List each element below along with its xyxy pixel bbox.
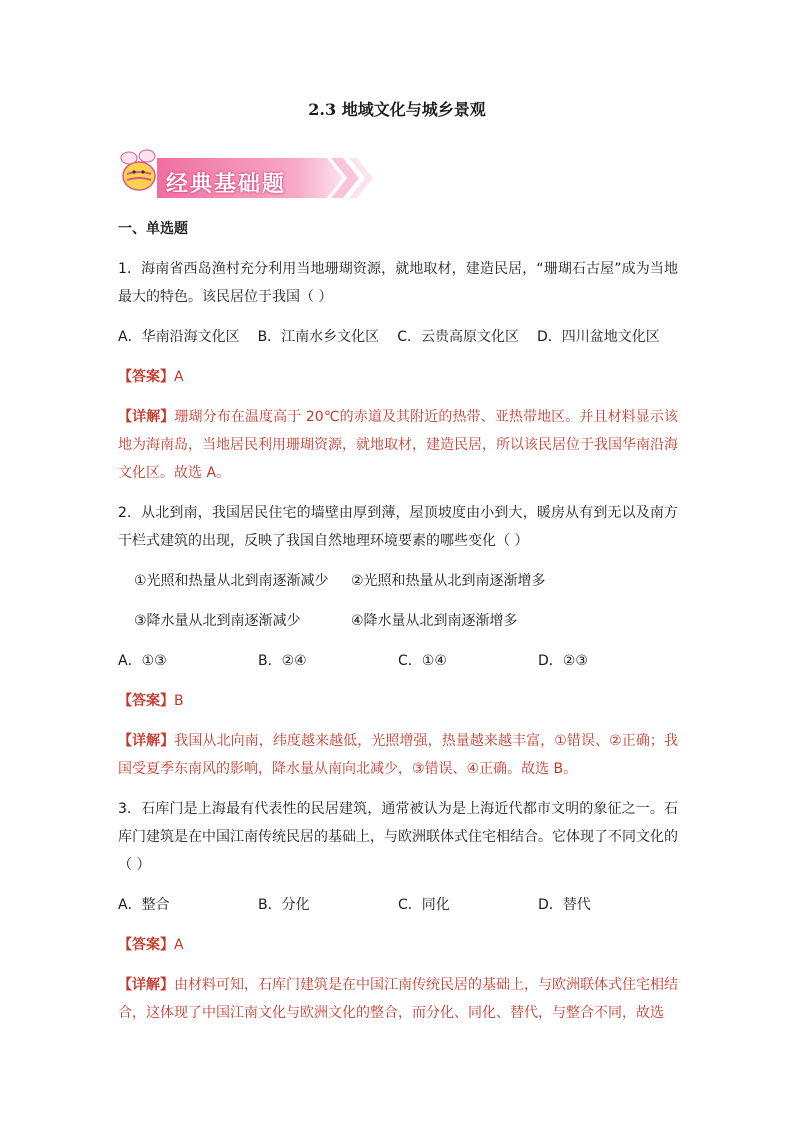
answer-tag: 【答案】 <box>118 937 174 953</box>
page-title: 2.3 地域文化与城乡景观 <box>308 100 486 119</box>
statement-1: ①光照和热量从北到南逐渐减少 <box>134 573 329 589</box>
explanation-text: 我国从北向南，纬度越来越低，光照增强，热量越来越丰富，①错误、②正确；我国受夏季东南风的影响，降水量从南向北减少，③错误、④正确。故选 B。 <box>118 733 678 777</box>
option-c: C．①④ <box>398 653 447 669</box>
option-c: C．云贵高原文化区 <box>397 329 519 345</box>
question-2-answer <box>118 687 678 715</box>
option-d: D．替代 <box>538 897 591 913</box>
question-list <box>118 218 678 1039</box>
section-heading: 一、单选题 <box>118 221 188 237</box>
banner-label: 经典基础题 <box>166 172 287 197</box>
explanation-tag: 【详解】 <box>118 409 175 425</box>
question-2-options <box>118 647 678 675</box>
option-a: A．华南沿海文化区 <box>118 329 240 345</box>
explanation-tag: 【详解】 <box>118 977 174 993</box>
question-1-stem: 1．海南省西岛渔村充分利用当地珊瑚资源，就地取材，建造民居，“珊瑚石古屋”成为当地最大的特色。该民居位于我国（ ） <box>118 261 678 305</box>
answer-value: A <box>174 369 184 385</box>
option-d: D．四川盆地文化区 <box>536 329 660 345</box>
question-2-statements-row-1 <box>118 567 678 595</box>
option-a: A．整合 <box>118 897 170 913</box>
question-3-stem: 3．石库门是上海最有代表性的民居建筑，通常被认为是上海近代都市文明的象征之一。石库门建筑是在中国江南传统民居的基础上，与欧洲联体式住宅相结合。它体现了不同文化的（ ） <box>118 801 678 873</box>
explanation-text: 由材料可知，石库门建筑是在中国江南传统民居的基础上，与欧洲联体式住宅相结合，这体现了中国江南文化与欧洲文化的整合，而分化、同化、替代，与整合不同，故选 <box>118 977 678 1021</box>
option-b: B．江南水乡文化区 <box>257 329 380 345</box>
option-a: A．①③ <box>118 653 167 669</box>
option-b: B．分化 <box>258 897 310 913</box>
statement-2: ②光照和热量从北到南逐渐增多 <box>351 573 546 589</box>
bee-mascot-icon <box>121 150 155 190</box>
option-c: C．同化 <box>398 897 450 913</box>
option-b: B．②④ <box>258 653 307 669</box>
question-3-options <box>118 891 678 919</box>
question-2-statements-row-2 <box>118 607 678 635</box>
question-3-explanation <box>118 971 678 1027</box>
answer-value: B <box>174 693 184 709</box>
explanation-tag: 【详解】 <box>118 733 175 749</box>
option-d: D．②③ <box>538 653 588 669</box>
question-1-options <box>118 323 678 351</box>
answer-value: A <box>174 937 184 953</box>
statement-3: ③降水量从北到南逐渐减少 <box>134 613 301 629</box>
question-1-explanation <box>118 403 678 487</box>
question-1-answer <box>118 363 678 391</box>
question-2-stem: 2．从北到南，我国居民住宅的墙壁由厚到薄，屋顶坡度由小到大，暖房从有到无以及南方干栏式建筑的出现，反映了我国自然地理环境要素的哪些变化（ ） <box>118 505 678 549</box>
question-2-explanation <box>118 727 678 783</box>
answer-tag: 【答案】 <box>118 693 174 709</box>
statement-4: ④降水量从北到南逐渐增多 <box>351 613 518 629</box>
answer-tag: 【答案】 <box>118 369 174 385</box>
explanation-text: 珊瑚分布在温度高于 20℃的赤道及其附近的热带、亚热带地区。并且材料显示该地为海南岛，当地居民利用珊瑚资源，就地取材，建造民居，所以该民居位于我国华南沿海文化区。故选 A。 <box>118 409 678 481</box>
question-3-answer <box>118 931 678 959</box>
